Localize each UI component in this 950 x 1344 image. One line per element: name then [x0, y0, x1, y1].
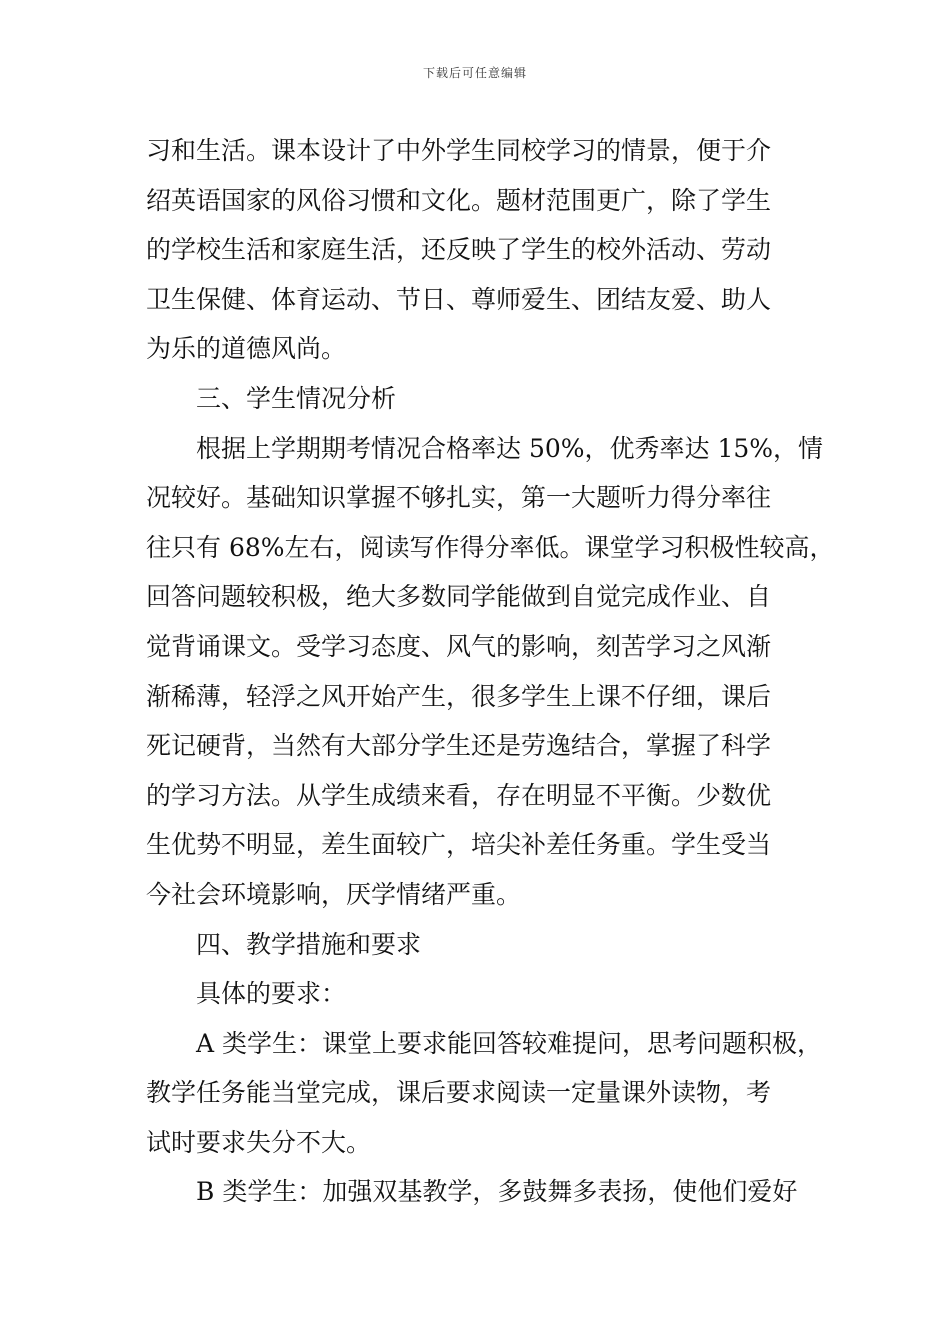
- text-line: 为乐的道德风尚。: [146, 334, 347, 364]
- text-line: 回答问题较积极，绝大多数同学能做到自觉完成作业、自: [146, 582, 772, 612]
- text-line: A 类学生：课堂上要求能回答较难提问，思考问题积极，: [196, 1028, 823, 1058]
- text-line: 死记硬背，当然有大部分学生还是劳逸结合，掌握了科学: [146, 731, 772, 761]
- text-line: 生优势不明显，差生面较广，培尖补差任务重。学生受当: [146, 830, 772, 860]
- text-line: 教学任务能当堂完成，课后要求阅读一定量课外读物，考: [146, 1078, 772, 1108]
- text-line: B 类学生：加强双基教学，多鼓舞多表扬，使他们爱好: [196, 1177, 798, 1207]
- text-line: 根据上学期期考情况合格率达 50%，优秀率达 15%，情: [196, 433, 824, 463]
- text-line: 的学校生活和家庭生活，还反映了学生的校外活动、劳动: [146, 235, 772, 265]
- text-line: 习和生活。课本设计了中外学生同校学习的情景，便于介: [146, 136, 772, 165]
- subheading-requirements: 具体的要求：: [196, 979, 347, 1009]
- text-line: 绍英语国家的风俗习惯和文化。题材范围更广，除了学生: [146, 185, 772, 215]
- text-line: 往只有 68%左右，阅读写作得分率低。课堂学习积极性较高，: [146, 532, 835, 562]
- text-line: 觉背诵课文。受学习态度、风气的影响，刻苦学习之风渐: [146, 631, 772, 661]
- text-line: 渐稀薄，轻浮之风开始产生，很多学生上课不仔细，课后: [146, 681, 772, 711]
- text-line: 今社会环境影响，厌学情绪严重。: [146, 879, 522, 909]
- document-body: [146, 126, 835, 1217]
- text-line: 卫生保健、体育运动、节日、尊师爱生、团结友爱、助人: [146, 284, 772, 314]
- section-heading-student-analysis: 三、学生情况分析: [196, 383, 397, 413]
- text-line: 的学习方法。从学生成绩来看，存在明显不平衡。少数优: [146, 780, 772, 810]
- page-header: 下载后可任意编辑: [422, 66, 527, 80]
- section-heading-teaching-measures: 四、教学措施和要求: [196, 929, 422, 959]
- text-line: 试时要求失分不大。: [146, 1127, 372, 1157]
- text-line: 况较好。基础知识掌握不够扎实，第一大题听力得分率往: [146, 483, 772, 513]
